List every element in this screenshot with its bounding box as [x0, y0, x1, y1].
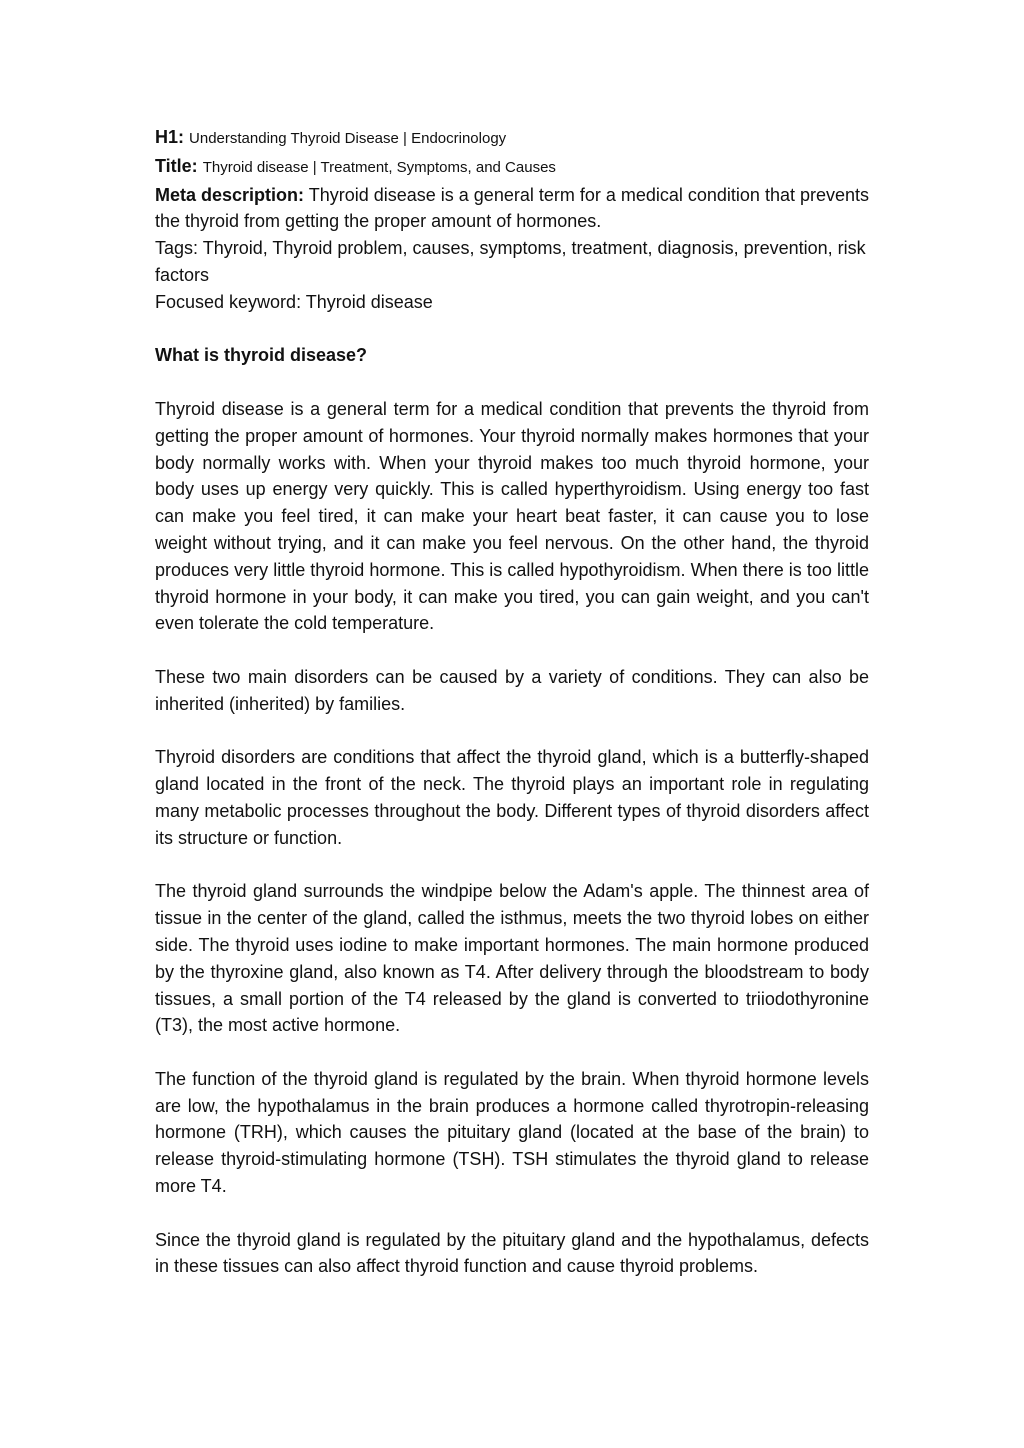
meta-description-label: Meta description:	[155, 184, 305, 205]
title-value: Thyroid disease | Treatment, Symptoms, and Causes	[202, 158, 556, 176]
paragraph-6: Since the thyroid gland is regulated by the pituitary gland and the hypothalamus, defects in these tissues can also affect thyroid function and cause thyroid problems.	[155, 1229, 869, 1277]
title-label: Title:	[155, 155, 198, 176]
document-page	[155, 124, 869, 1280]
focused-keyword-line: Focused keyword: Thyroid disease	[155, 291, 433, 312]
paragraph-5: The function of the thyroid gland is regulated by the brain. When thyroid hormone levels are low, the hypothalamus in the brain produces a hormone called thyrotropin-releasing hormone (TRH), which causes the pituitary gland (located at the base of the brain) to release thyroid-stimulating hormone (TSH). TSH stimulates the thyroid gland to release more T4.	[155, 1068, 869, 1197]
paragraph-3: Thyroid disorders are conditions that affect the thyroid gland, which is a butterfly-shaped gland located in the front of the neck. The thyroid plays an important role in regulating many metabolic processes throughout the body. Different types of thyroid disorders affect its structure or function.	[155, 747, 869, 848]
paragraph-1: Thyroid disease is a general term for a medical condition that prevents the thyroid from getting the proper amount of hormones. Your thyroid normally makes hormones that your body normally works with. When your thyroid makes too much thyroid hormone, your body uses up energy very quickly. This is called hyperthyroidism. Using energy too fast can make you feel tired, it can make your heart beat faster, it can cause you to lose weight without trying, and it can make you feel nervous. On the other hand, the thyroid produces very little thyroid hormone. This is called hypothyroidism. When there is too little thyroid hormone in your body, it can make you tired, you can gain weight, and you can't even tolerate the cold temperature.	[155, 398, 869, 634]
meta-description-value: Thyroid disease is a general term for a medical condition that prevents the thyroid from getting the proper amount of hormones.	[155, 184, 870, 232]
h1-value: Understanding Thyroid Disease | Endocrinology	[189, 130, 507, 147]
paragraph-4: The thyroid gland surrounds the windpipe below the Adam's apple. The thinnest area of tissue in the center of the gland, called the isthmus, meets the two thyroid lobes on either side. The thyroid uses iodine to make important hormones. The main hormone produced by the thyroxine gland, also known as T4. After delivery through the bloodstream to body tissues, a small portion of the T4 released by the gland is converted to triiodothyronine (T3), the most active hormone.	[155, 881, 869, 1036]
h1-line	[155, 124, 869, 153]
section-heading: What is thyroid disease?	[155, 345, 368, 366]
meta-description-line	[155, 182, 869, 236]
paragraph-2: These two main disorders can be caused by a variety of conditions. They can also be inherited (inherited) by families.	[155, 666, 869, 714]
title-line	[155, 153, 869, 182]
tags-line: Tags: Thyroid, Thyroid problem, causes, symptoms, treatment, diagnosis, prevention, risk factors	[155, 238, 866, 285]
h1-label: H1:	[155, 127, 185, 147]
